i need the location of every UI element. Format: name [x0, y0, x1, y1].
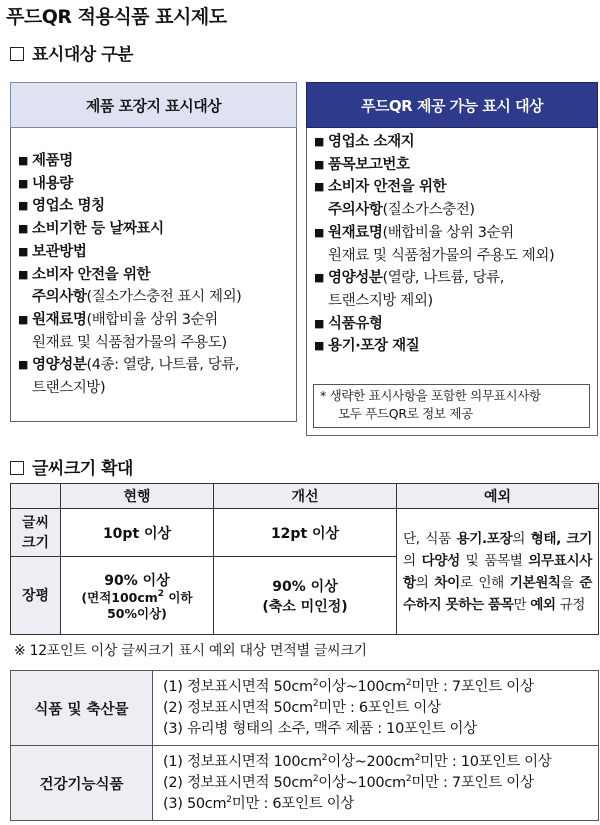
item-bold-text: 품목보고번호 [328, 156, 410, 173]
superscript: 2 [157, 588, 165, 599]
square-bullet-icon: ■ [314, 225, 324, 239]
item-detail-text: 트랜스지방 제외) [328, 292, 433, 309]
value-sub: 50%이상) [107, 605, 167, 621]
size-rule-line [163, 698, 588, 719]
table-header-current: 현행 [61, 484, 214, 509]
page-title: 푸드QR 적용식품 표시제도 [6, 6, 227, 28]
item-bold-text: 소비자 안전을 위한 [32, 266, 151, 283]
text-run: 이상~100cm [318, 774, 406, 791]
text-run: 용기.포장 [456, 530, 513, 547]
table-row [11, 671, 599, 746]
size-rule-line [163, 773, 588, 794]
list-item [314, 222, 594, 245]
text-run: 이상~100cm [318, 678, 406, 695]
row-label-font-size [11, 509, 61, 557]
square-bullet-icon: ■ [18, 267, 28, 281]
item-bold-text: 제품명 [32, 153, 73, 169]
size-rules-cell [153, 746, 599, 821]
list-item [314, 313, 594, 336]
value-main: 90% 이상 [104, 572, 170, 589]
item-bold-text: 보관방법 [32, 243, 87, 260]
item-detail-text: (열량, 나트륨, 당류, [382, 270, 504, 287]
square-bullet-icon: ■ [314, 157, 324, 171]
exception-remark: ※ 12포인트 이상 글씨크기 표시 예외 대상 면적별 글씨크기 [14, 643, 367, 659]
table-row [11, 746, 599, 821]
table-header-exception: 예외 [397, 484, 599, 509]
improved-width-ratio [214, 557, 397, 635]
text-run: 예외 [530, 596, 556, 613]
size-rule-line [163, 677, 588, 698]
text-run: 다양성 [421, 552, 460, 569]
text-run: 의무표시사항 [403, 552, 592, 591]
text-run: 미만 : 6포인트 이상 [231, 795, 355, 812]
superscript: 2 [226, 794, 232, 805]
section-label: 표시대상 구분 [32, 45, 133, 65]
square-bullet-icon: ■ [18, 154, 28, 167]
foodqr-note-box [313, 384, 590, 428]
list-item [18, 309, 296, 332]
superscript: 2 [414, 752, 421, 763]
text-run: 이하 [164, 589, 193, 605]
item-bold-text: 내용량 [32, 175, 73, 192]
item-detail-text: 트랜스지방) [32, 380, 106, 397]
section-label: 글씨크기 확대 [32, 459, 133, 479]
size-rule-line [163, 719, 588, 740]
item-bold-text: 주의사항 [328, 202, 383, 219]
square-bullet-icon: ■ [314, 180, 324, 194]
checkbox-square-icon [10, 47, 24, 61]
text-run: 만 [513, 596, 531, 613]
checkbox-square-icon [10, 461, 24, 475]
text-run: 크기 [566, 530, 592, 547]
row-label-width-ratio: 장평 [11, 557, 61, 635]
list-item [18, 354, 296, 377]
text-run: 차이 [434, 574, 460, 591]
text-run: 형태, [530, 530, 561, 547]
square-bullet-icon: ■ [314, 271, 324, 285]
size-rule-line [163, 794, 588, 815]
list-item [18, 264, 296, 287]
square-bullet-icon: ■ [18, 222, 28, 236]
item-bold-text: 주의사항 [32, 289, 87, 306]
text-run: (3) 유리병 형태의 소주, 맥주 제품 : 10포인트 이상 [163, 720, 477, 737]
improved-font-size: 12pt 이상 [214, 509, 397, 557]
list-item [314, 267, 594, 290]
item-bold-text: 식품유형 [328, 315, 383, 332]
packaging-panel-header: 제품 포장지 표시대상 [10, 82, 297, 128]
text-run: (2) 정보표시면적 50cm [163, 774, 313, 791]
list-item [18, 195, 296, 218]
list-item [18, 332, 296, 355]
category-cell: 식품 및 축산물 [11, 671, 153, 746]
text-run: (2) 정보표시면적 50cm [163, 699, 313, 716]
value-sub [61, 590, 213, 606]
foodqr-item-list [314, 131, 594, 358]
table-header-corner [11, 484, 61, 509]
superscript: 2 [312, 677, 319, 688]
text-run: 및 품목별 [459, 552, 529, 569]
square-bullet-icon: ■ [18, 199, 28, 213]
item-bold-text: 영업소 명칭 [32, 198, 105, 215]
row-label-line: 글씨 [21, 514, 50, 531]
text-run: 을 [560, 574, 580, 591]
text-run: 의 [512, 530, 531, 547]
font-size-table [10, 483, 599, 635]
text-run: (3) 50cm [163, 795, 227, 812]
text-run: 의 [415, 574, 435, 591]
category-cell: 건강기능식품 [11, 746, 153, 821]
item-detail-text: (질소가스충전 표시 제외) [86, 289, 242, 306]
text-run: 기본원칙 [509, 574, 561, 591]
value-main: 90% 이상 [272, 578, 338, 595]
superscript: 2 [405, 677, 412, 688]
square-bullet-icon: ■ [314, 339, 324, 353]
text-run: 규정 [555, 596, 586, 613]
list-item [314, 199, 594, 222]
list-item [18, 377, 296, 400]
table-header-improved: 개선 [214, 484, 397, 509]
section-heading-display-targets [10, 40, 133, 65]
section-heading-font-size [10, 454, 133, 479]
item-detail-text: (배합비율 상위 3순위 [86, 311, 218, 328]
text-run: (면적100cm [81, 589, 158, 605]
square-bullet-icon: ■ [18, 244, 28, 258]
size-rules-cell [153, 671, 599, 746]
list-item [18, 286, 296, 309]
item-detail-text: (질소가스충전) [382, 202, 475, 219]
text-run: 미만 : 7포인트 이상 [411, 774, 534, 791]
item-bold-text: 영양성분 [328, 270, 383, 287]
square-bullet-icon: ■ [18, 176, 28, 190]
item-detail-text: 원재료 및 식품첨가물의 주용도 제외) [328, 247, 555, 264]
list-item [314, 245, 594, 268]
item-detail-text: (배합비율 상위 3순위 [382, 224, 514, 241]
list-item [18, 173, 296, 196]
superscript: 2 [312, 698, 319, 709]
list-item [314, 335, 594, 358]
item-bold-text: 소비기한 등 날짜표시 [32, 221, 164, 238]
square-bullet-icon: ■ [314, 135, 324, 148]
list-item [314, 154, 594, 177]
current-width-ratio [61, 557, 214, 635]
list-item [314, 290, 594, 313]
item-bold-text: 영업소 소재지 [328, 134, 415, 150]
superscript: 2 [405, 773, 412, 784]
list-item [314, 176, 594, 199]
current-font-size: 10pt 이상 [61, 509, 214, 557]
note-line: * 생략한 표시사항을 포함한 의무표시사항 [320, 388, 541, 403]
item-bold-text: 영양성분 [32, 357, 87, 374]
item-bold-text: 용기·포장 재질 [328, 338, 420, 355]
list-item [314, 131, 594, 154]
item-bold-text: 원재료명 [32, 311, 87, 328]
text-run: 로 인해 [459, 574, 510, 591]
item-bold-text: 원재료명 [328, 224, 383, 241]
exception-description [397, 509, 599, 635]
superscript: 2 [312, 773, 319, 784]
row-label-line: 크기 [21, 534, 50, 551]
note-line: 모두 푸드QR로 정보 제공 [338, 406, 473, 421]
value-sub: (축소 미인정) [262, 598, 348, 615]
packaging-item-list [18, 150, 296, 400]
text-run: 준수하지 못하는 품목 [403, 574, 593, 613]
list-item [18, 241, 296, 264]
square-bullet-icon: ■ [18, 358, 28, 372]
text-run: 미만 : 6포인트 이상 [318, 699, 441, 716]
list-item [18, 150, 296, 173]
size-rule-line [163, 752, 588, 773]
text-run: (1) 정보표시면적 100cm [163, 753, 322, 770]
text-run: 미만 : 7포인트 이상 [411, 678, 534, 695]
foodqr-panel-header: 푸드QR 제공 가능 표시 대상 [306, 82, 598, 128]
list-item [18, 218, 296, 241]
text-run: (1) 정보표시면적 50cm [163, 678, 313, 695]
text-run: 미만 : 10포인트 이상 [420, 753, 552, 770]
superscript: 2 [321, 752, 328, 763]
item-detail-text: 원재료 및 식품첨가물의 주용도) [32, 334, 227, 351]
square-bullet-icon: ■ [314, 316, 324, 330]
square-bullet-icon: ■ [18, 312, 28, 326]
item-detail-text: (4종: 열량, 나트륨, 당류, [86, 357, 240, 374]
item-bold-text: 소비자 안전을 위한 [328, 179, 447, 196]
text-run: 단, 식품 [403, 530, 457, 547]
exception-size-table [10, 670, 599, 821]
text-run: 이상~200cm [327, 753, 415, 770]
text-run: 의 [403, 552, 422, 569]
